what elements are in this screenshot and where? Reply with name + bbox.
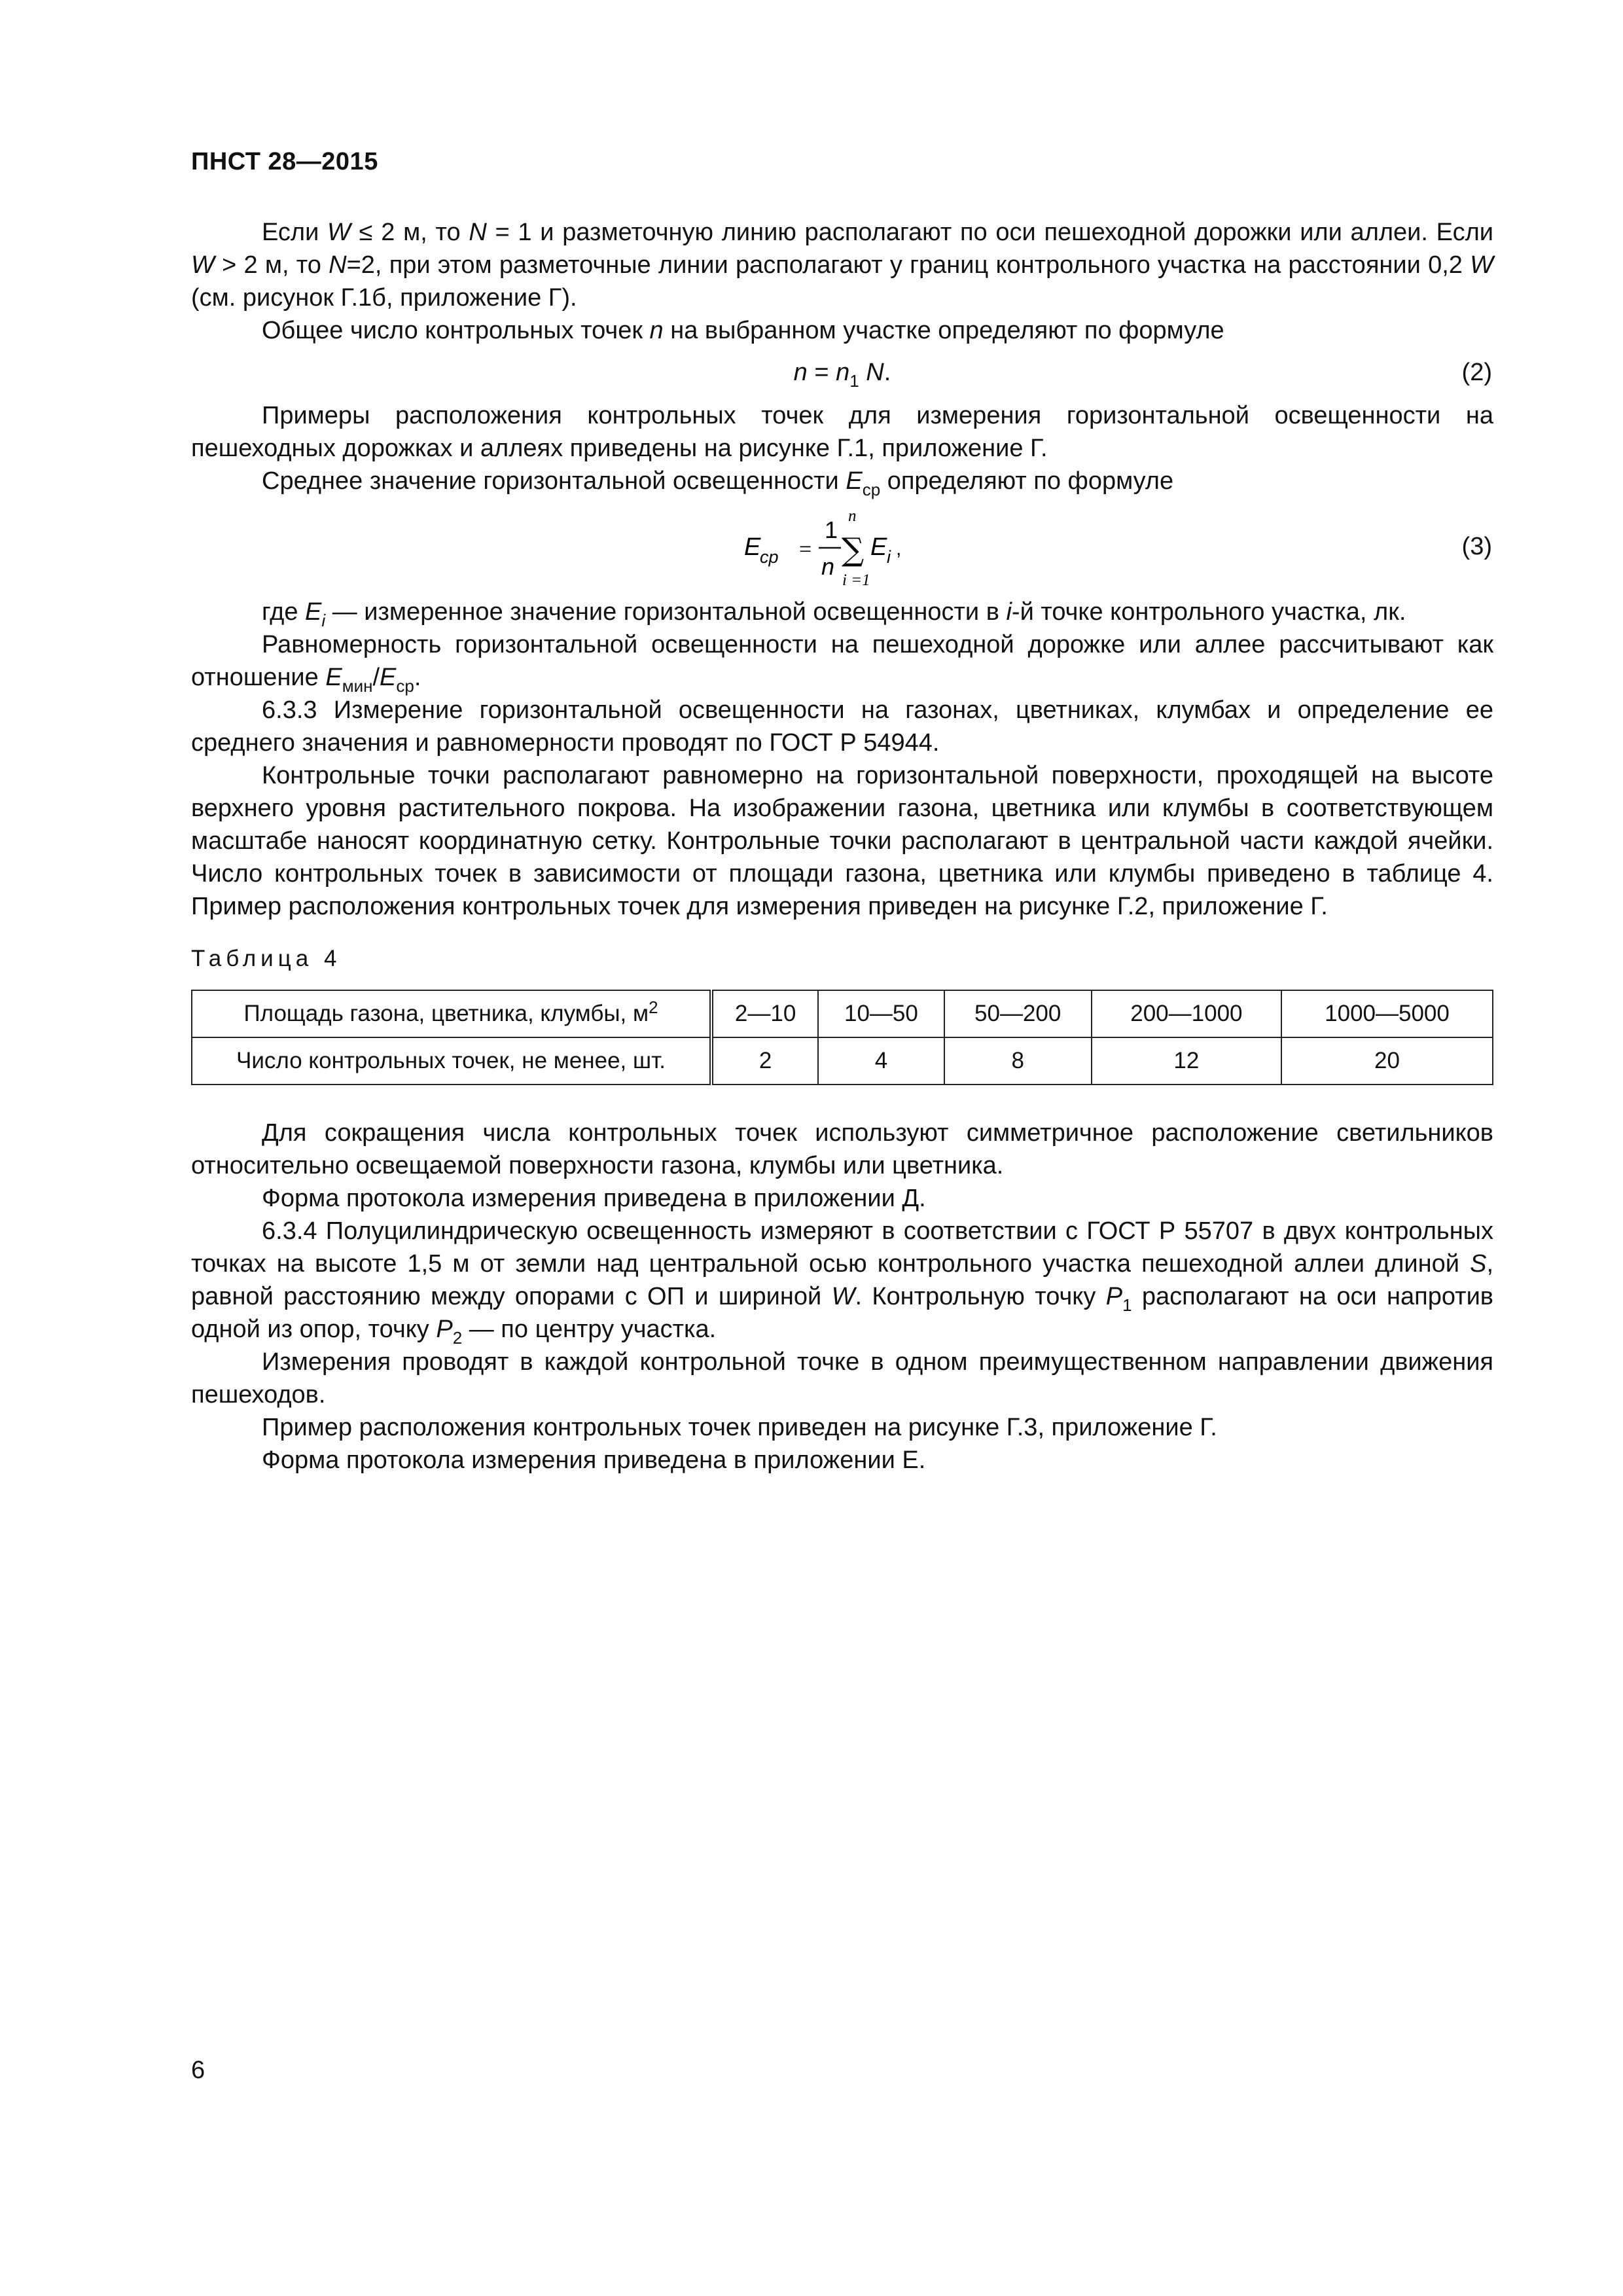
table-4 [191, 990, 1493, 1085]
paragraph: Общее число контрольных точек n на выбранном участке определяют по формуле [262, 317, 1224, 344]
table-row [192, 990, 1493, 1037]
formula-comma: , [896, 538, 902, 560]
formula-2 [191, 347, 1493, 399]
paragraph: 6.3.3 Измерение горизонтальной освещенности на газонах, цветниках, клумбах и определение ее среднего значения и равномерности проводят по ГОСТ Р 54944. [191, 696, 1493, 757]
paragraph: Форма протокола измерения приведена в приложении Е. [262, 1446, 926, 1474]
table-cell: 200—1000 [1092, 990, 1281, 1037]
document-code: ПНСТ 28—2015 [191, 148, 378, 175]
table-cell: 50—200 [944, 990, 1092, 1037]
table-cell: 1000—5000 [1281, 990, 1493, 1037]
formula-3-number: (3) [1461, 533, 1492, 560]
formula-equals: = [799, 537, 812, 562]
paragraph: Примеры расположения контрольных точек для измерения горизонтальной освещенности на пешеходных дорожках и аллеях приведены на рисунке Г.1, приложение Г. [191, 402, 1493, 462]
formula-lhs: E [744, 533, 761, 561]
table-caption: Таблица 4 [191, 946, 342, 971]
fraction-denominator: n [821, 553, 835, 580]
paragraph: Если W ≤ 2 м, то N = 1 и разметочную линию располагают по оси пешеходной дорожки или аллеи. Если W > 2 м, то N=2, при этом разметочные линии располагают у границ контрольного участка на расстоянии 0,2 W (см. рисунок Г.1б, приложение Г). [191, 219, 1493, 312]
formula-2-expression: $n = n_1$ N. [793, 359, 891, 391]
table-cell: 4 [818, 1037, 944, 1085]
sum-sign: ∑ [842, 531, 865, 568]
paragraph: Измерения проводят в каждой контрольной точке в одном преимущественном направлении движения пешеходов. [191, 1348, 1493, 1408]
paragraph: Равномерность горизонтальной освещенности на пешеходной дорожке или аллее рассчитывают как отношение $E_{мин}/E_{ср}$. [191, 631, 1493, 696]
paragraph: Форма протокола измерения приведена в приложении Д. [262, 1185, 926, 1212]
formula-2-number: (2) [1461, 359, 1492, 386]
paragraph: Среднее значение горизонтальной освещенности $E_{ср}$ определяют по формуле [262, 467, 1174, 499]
page-content [191, 216, 1493, 1477]
formula-term-sub: i [887, 547, 891, 567]
paragraph: Пример расположения контрольных точек приведен на рисунке Г.3, приложение Г. [262, 1414, 1217, 1441]
formula-term: E [870, 533, 887, 561]
fraction-numerator: 1 [825, 516, 838, 543]
table-cell: 8 [944, 1037, 1092, 1085]
table-row-label: Число контрольных точек, не менее, шт. [192, 1037, 711, 1085]
table-cell: 2—10 [711, 990, 818, 1037]
paragraph: где $E_i$ — измеренное значение горизонтальной освещенности в i-й точке контрольного участка, лк. [262, 598, 1406, 630]
paragraph: 6.3.4 Полуцилиндрическую освещенность измеряют в соответствии с ГОСТ Р 55707 в двух контрольных точках на высоте 1,5 м от земли над центральной осью контрольного участка пешеходной аллеи длиной S, равной расстоянию между опорами с ОП и шириной W. Контрольную точку $P_1$ располагают на оси напротив одной из опор, точку $P_2$ — по центру участка. [191, 1217, 1493, 1348]
spacer [191, 1085, 1493, 1117]
table-cell: 12 [1092, 1037, 1281, 1085]
paragraph: Для сокращения числа контрольных точек используют симметричное расположение светильников относительно освещаемой поверхности газона, клумбы или цветника. [191, 1119, 1493, 1179]
formula-lhs-sub: ср [760, 547, 779, 567]
page-number: 6 [191, 2056, 205, 2084]
sum-lower-limit: i =1 [842, 571, 870, 589]
paragraph: Контрольные точки располагают равномерно на горизонтальной поверхности, проходящей на высоте верхнего уровня растительного покрова. На изображении газона, цветника или клумбы в соответствующем масштабе наносят координатную сетку. Контрольные точки располагают в центральной части каждой ячейки. Число контрольных точек в зависимости от площади газона, цветника или клумбы приведено в таблице 4. Пример расположения контрольных точек для измерения приведен на рисунке Г.2, приложение Г. [191, 762, 1493, 920]
sum-upper-limit: n [848, 507, 857, 525]
formula-3 [191, 497, 1493, 596]
table-cell: 20 [1281, 1037, 1493, 1085]
table-row-label: Площадь газона, цветника, клумбы, $м^2$ [192, 990, 711, 1037]
formula-3-expression [744, 497, 940, 596]
table-cell: 2 [711, 1037, 818, 1085]
table-row [192, 1037, 1493, 1085]
table-cell: 10—50 [818, 990, 944, 1037]
